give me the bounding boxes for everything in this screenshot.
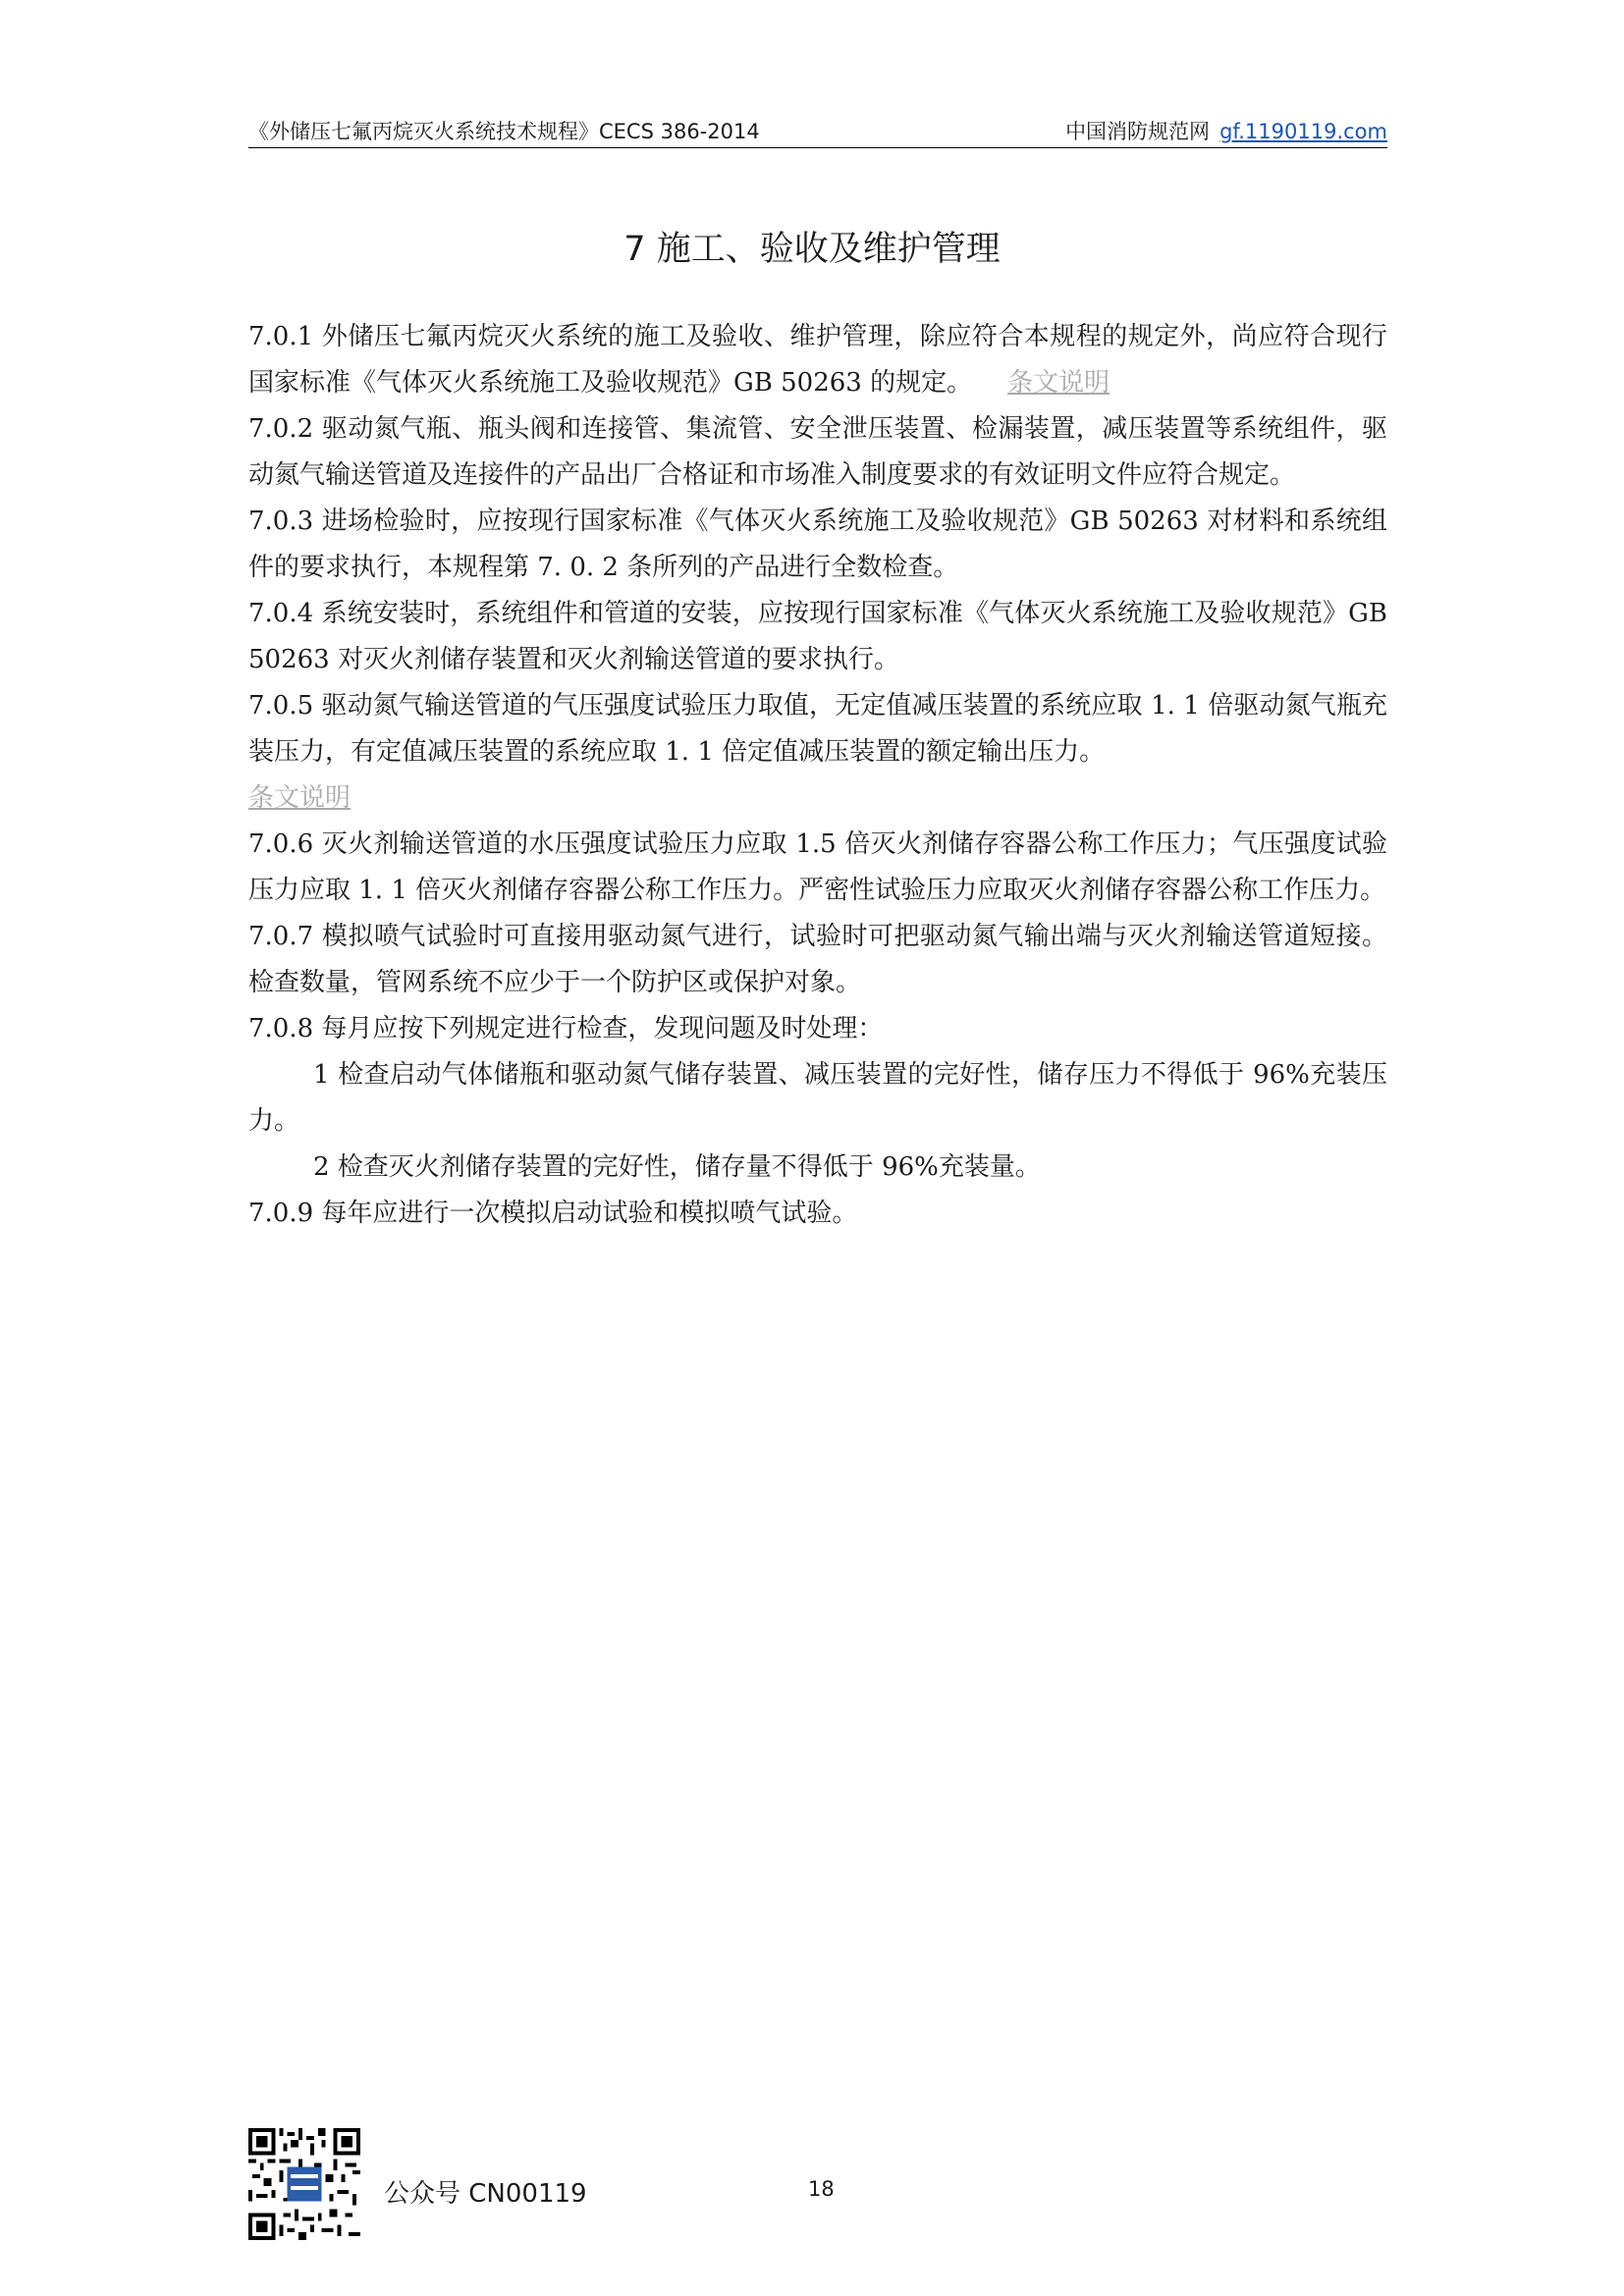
clause-text: 7.0.3 进场检验时，应按现行国家标准《气体灭火系统施工及验收规范》GB 50263 对材料和系统组件的要求执行，本规程第 7. 0. 2 条所列的产品进行全数检查。 <box>248 507 1387 582</box>
clause-note-link[interactable]: 条文说明 <box>1007 368 1110 398</box>
site-info <box>1065 116 1387 145</box>
clause-text: 7.0.6 灭火剂输送管道的水压强度试验压力应取 1.5 倍灭火剂储存容器公称工作压力；气压强度试验压力应取 1. 1 倍灭火剂储存容器公称工作压力。严密性试验压力应取灭火剂储存容器公称工作压力。 <box>248 829 1387 905</box>
clause-item: 1 检查启动气体储瓶和驱动氮气储存装置、减压装置的完好性，储存压力不得低于 96%充装压力。 <box>248 1060 1387 1136</box>
clause-note-link[interactable]: 条文说明 <box>248 783 352 813</box>
clause-7-0-9 <box>248 1191 1387 1237</box>
clause-7-0-6 <box>248 822 1387 914</box>
clause-7-0-8 <box>248 1006 1387 1052</box>
clause-text: 7.0.4 系统安装时，系统组件和管道的安装，应按现行国家标准《气体灭火系统施工及验收规范》GB 50263 对灭火剂储存装置和灭火剂输送管道的要求执行。 <box>248 599 1387 674</box>
page-footer <box>248 2128 1387 2246</box>
document-body <box>248 314 1387 1237</box>
clause-7-0-7 <box>248 914 1387 1006</box>
clause-7-0-3 <box>248 499 1387 591</box>
clause-text: 7.0.9 每年应进行一次模拟启动试验和模拟喷气试验。 <box>248 1199 858 1228</box>
clause-text: 7.0.1 外储压七氟丙烷灭火系统的施工及验收、维护管理，除应符合本规程的规定外，尚应符合现行国家标准《气体灭火系统施工及验收规范》GB 50263 的规定。 <box>248 322 1387 398</box>
clause-7-0-2 <box>248 406 1387 499</box>
clause-7-0-4 <box>248 591 1387 683</box>
clause-text: 7.0.5 驱动氮气输送管道的气压强度试验压力取值，无定值减压装置的系统应取 1. 1 倍驱动氮气瓶充装压力，有定值减压装置的系统应取 1. 1 倍定值减压装置的额定输出压力。 <box>248 691 1387 767</box>
clause-7-0-1 <box>248 314 1387 406</box>
page-number: 18 <box>808 2177 835 2201</box>
site-name: 中国消防规范网 <box>1065 120 1211 143</box>
qr-code-icon <box>248 2128 360 2240</box>
chapter-title: 7 施工、验收及维护管理 <box>623 230 1001 269</box>
clause-item: 2 检查灭火剂储存装置的完好性，储存量不得低于 96%充装量。 <box>313 1152 1041 1182</box>
clause-text: 7.0.2 驱动氮气瓶、瓶头阀和连接管、集流管、安全泄压装置、检漏装置，减压装置等系统组件，驱动氮气输送管道及连接件的产品出厂合格证和市场准入制度要求的有效证明文件应符合规定。 <box>248 414 1387 490</box>
clause-text: 7.0.7 模拟喷气试验时可直接用驱动氮气进行，试验时可把驱动氮气输出端与灭火剂输送管道短接。检查数量，管网系统不应少于一个防护区或保护对象。 <box>248 922 1387 997</box>
clause-7-0-5 <box>248 683 1387 822</box>
clause-text: 7.0.8 每月应按下列规定进行检查，发现问题及时处理： <box>248 1014 884 1043</box>
document-title: 《外储压七氟丙烷灭火系统技术规程》CECS 386-2014 <box>248 120 760 143</box>
page-header <box>248 116 1387 148</box>
wechat-account: 公众号 CN00119 <box>384 2179 587 2209</box>
site-link[interactable]: gf.1190119.com <box>1219 120 1387 143</box>
